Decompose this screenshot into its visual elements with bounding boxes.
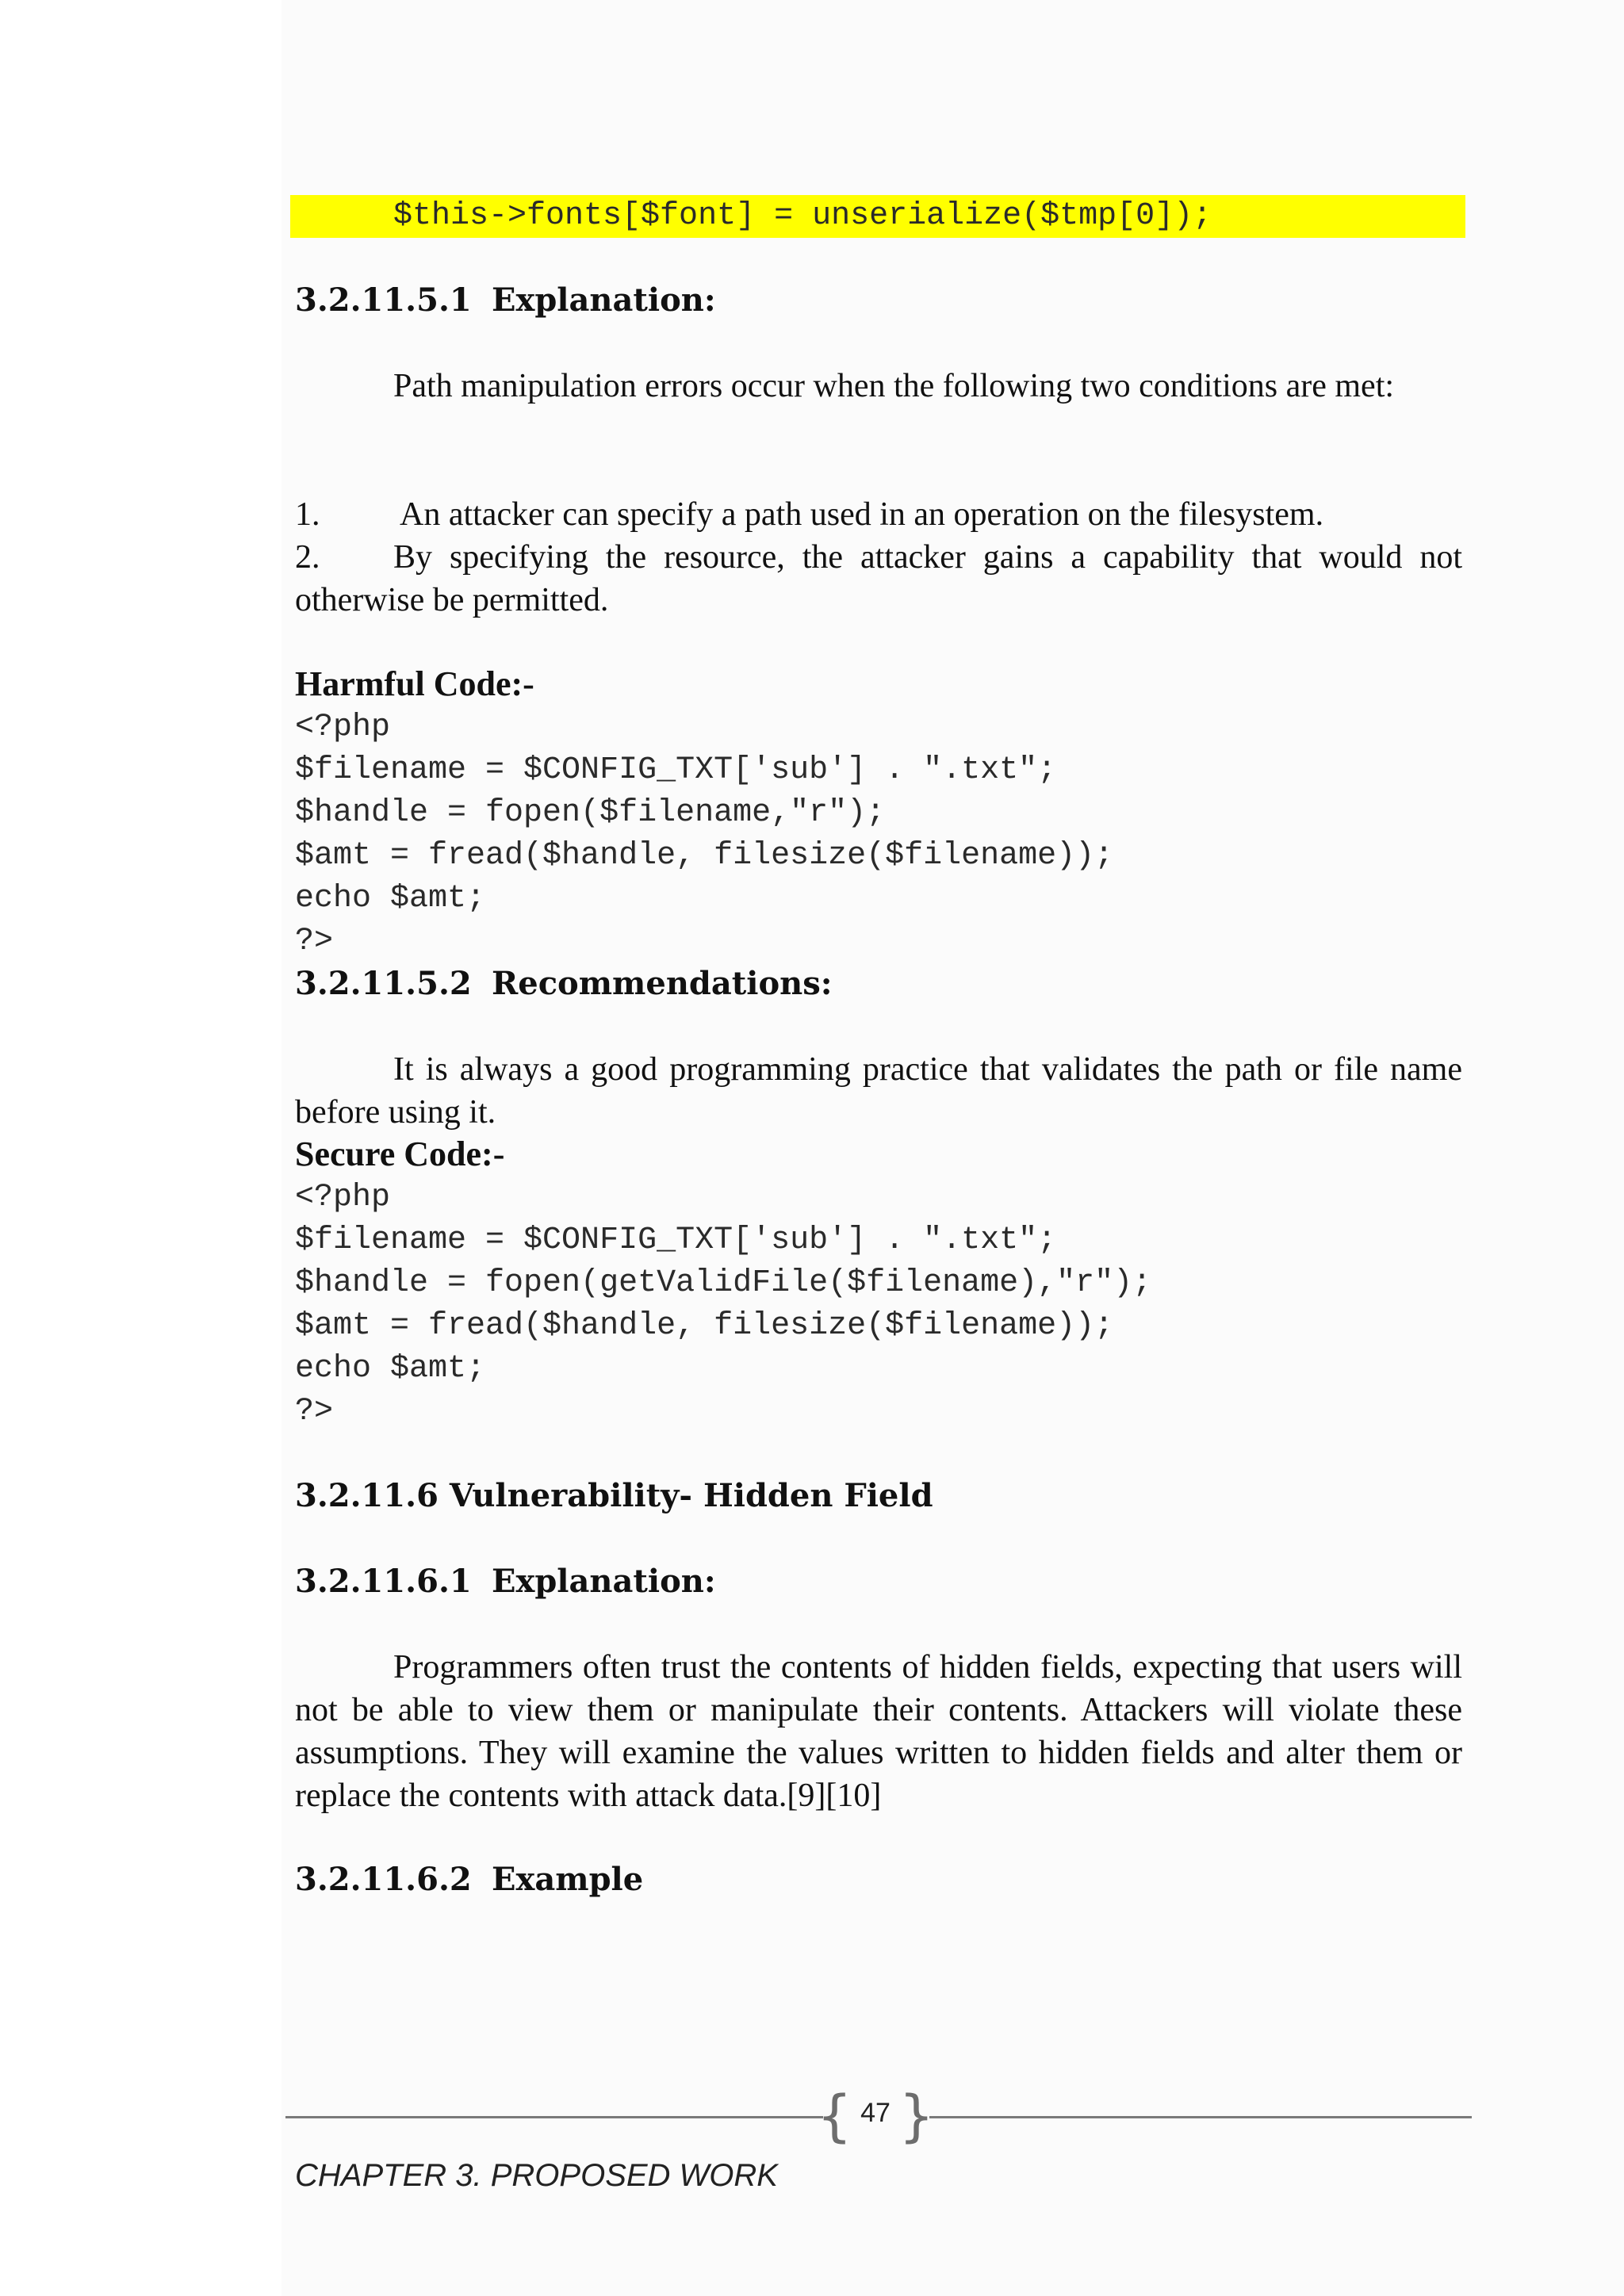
list-text: An attacker can specify a path used in an operation on the filesystem. <box>400 496 1324 533</box>
paragraph-hidden-fields: Programmers often trust the contents of hidden fields, expecting that users will not be able to view them or manipulate their contents. Attackers will violate these assumptions. They will examine the values written to hidden fields and alter them or replace the contents with attack data.[9][10] <box>295 1649 1462 1814</box>
section-number: 3.2.11.6 <box>295 1477 439 1514</box>
section-heading-3-2-11-5-2 <box>295 962 833 1005</box>
paragraph-recommendation: It is always a good programming practice that validates the path or file name before using it. <box>295 1051 1462 1131</box>
page-number-box <box>817 2084 934 2149</box>
section-number: 3.2.11.5.1 <box>295 281 472 319</box>
secure-code-label: Secure Code:- <box>295 1135 505 1173</box>
section-number: 3.2.11.6.2 <box>295 1861 472 1898</box>
list-text: By specifying the resource, the attacker gains a capability that would not otherwise be permitted. <box>295 539 1462 618</box>
footer-rule-right <box>929 2116 1472 2118</box>
page-number: 47 <box>860 2098 891 2128</box>
chapter-footer: CHAPTER 3. PROPOSED WORK <box>295 2158 778 2193</box>
section-title: Explanation: <box>492 1563 716 1600</box>
section-heading-3-2-11-5-1 <box>295 279 716 322</box>
harmful-code-label: Harmful Code:- <box>295 664 534 703</box>
list-number: 1. <box>295 496 320 533</box>
section-title: Recommendations: <box>492 965 833 1002</box>
section-title: Explanation: <box>492 281 716 319</box>
footer-rule-left <box>285 2116 823 2118</box>
right-brace-icon: } <box>898 2084 934 2149</box>
section-number: 3.2.11.6.1 <box>295 1563 472 1600</box>
harmful-code-block: <?php $filename = $CONFIG_TXT['sub'] . ".txt"; $handle = fopen($filename,"r"); $amt = fread($handle, filesize($filename)); echo $amt; ?> <box>295 710 1114 959</box>
section-title: Example <box>492 1861 644 1898</box>
list-number: 2. <box>295 539 320 576</box>
section-number: 3.2.11.5.2 <box>295 965 472 1002</box>
section-heading-3-2-11-6 <box>295 1475 933 1517</box>
section-title: Vulnerability- Hidden Field <box>449 1477 933 1514</box>
left-brace-icon: { <box>817 2084 852 2149</box>
highlighted-code-line: $this->fonts[$font] = unserialize($tmp[0]); <box>393 198 1212 234</box>
secure-code-block: <?php $filename = $CONFIG_TXT['sub'] . ".txt"; $handle = fopen(getValidFile($filename),"r"); $amt = fread($handle, filesize($filename)); echo $amt; ?> <box>295 1180 1152 1429</box>
list-item <box>295 536 1462 622</box>
list-item <box>295 493 1462 536</box>
section-heading-3-2-11-6-2 <box>295 1858 643 1901</box>
paragraph-path-manipulation: Path manipulation errors occur when the following two conditions are met: <box>393 368 1395 404</box>
section-heading-3-2-11-6-1 <box>295 1560 716 1603</box>
